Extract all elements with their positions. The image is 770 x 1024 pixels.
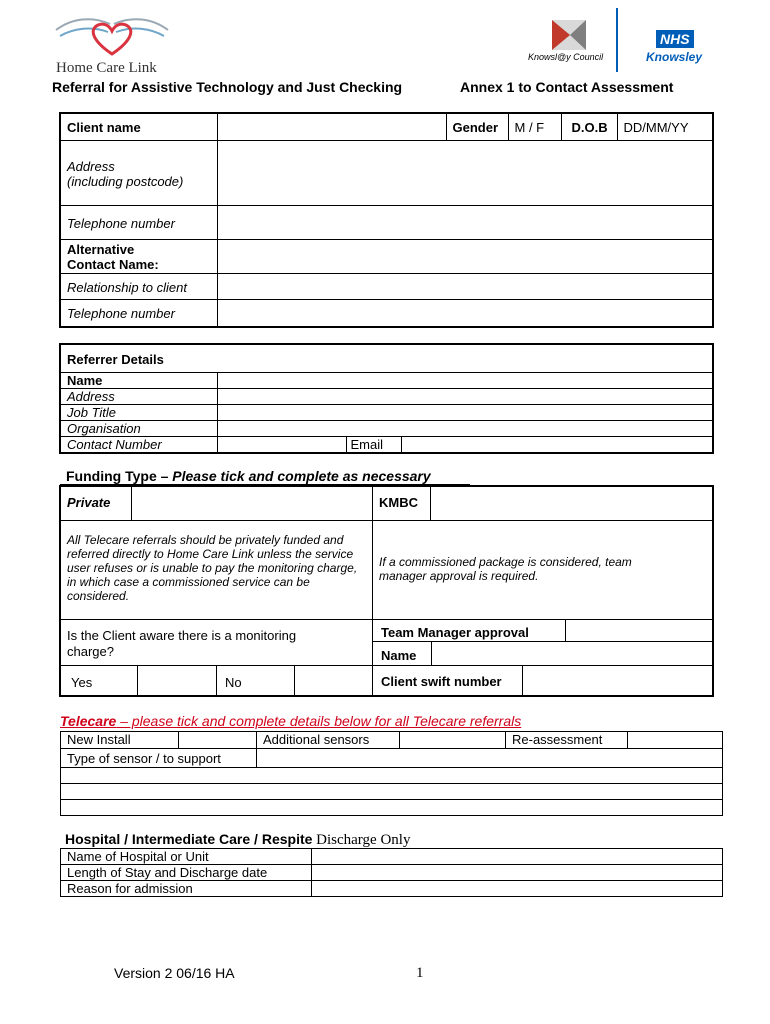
council-logo	[520, 20, 610, 68]
nhs-logo	[616, 8, 706, 68]
referrer-address-label: Address	[60, 388, 217, 404]
private-note: All Telecare referrals should be privately funded and referred directly to Home Care Link unless the service user refuses or is unable to pay the monitoring charge, in which case a commissioned service can be considered.	[67, 533, 358, 603]
funding-heading-italic: Please tick and complete as necessary	[172, 468, 431, 484]
telecare-heading	[60, 713, 521, 729]
council-name: Knowsl@y Council	[528, 52, 604, 62]
telecare-heading-bold: Telecare	[60, 713, 117, 729]
referrer-email-label: Email	[346, 437, 397, 452]
dob-field[interactable]: DD/MM/YY	[617, 113, 713, 140]
hospital-table	[60, 848, 723, 897]
alt-contact-label-line1: Alternative	[67, 241, 135, 257]
logo-divider	[616, 8, 618, 72]
hospital-heading-bold: Hospital / Intermediate Care / Respite	[65, 831, 313, 847]
aware-question: Is the Client aware there is a monitoring charge?	[67, 628, 297, 659]
private-label: Private	[67, 495, 111, 510]
relationship-label: Relationship to client	[60, 273, 217, 299]
relationship-field[interactable]	[217, 273, 713, 299]
council-emblem-icon	[552, 20, 586, 50]
referrer-name-field[interactable]	[217, 372, 713, 388]
hospital-name-label: Name of Hospital or Unit	[61, 849, 312, 865]
alt-contact-field[interactable]	[217, 239, 713, 273]
additional-sensors-tick-box[interactable]	[400, 732, 506, 749]
stay-field[interactable]	[312, 865, 723, 881]
swift-field-divider[interactable]	[522, 665, 523, 695]
referrer-organisation-field[interactable]	[217, 420, 713, 436]
referrer-heading: Referrer Details	[60, 344, 713, 372]
address-label-line1: Address	[67, 158, 115, 174]
referrer-name-label: Name	[60, 372, 217, 388]
page-title: Referral for Assistive Technology and Just Checking	[52, 79, 403, 95]
yes-tick-box[interactable]	[137, 665, 217, 695]
tm-approval-line	[372, 641, 712, 642]
gender-field[interactable]: M / F	[508, 113, 561, 140]
sensor-type-label: Type of sensor / to support	[61, 749, 257, 768]
telecare-table	[60, 731, 723, 816]
additional-sensors-label: Additional sensors	[257, 732, 400, 749]
new-install-label: New Install	[61, 732, 179, 749]
sensor-detail-line-3[interactable]	[61, 800, 723, 816]
telephone-label: Telephone number	[60, 205, 217, 239]
reason-label: Reason for admission	[61, 881, 312, 897]
stay-label: Length of Stay and Discharge date	[61, 865, 312, 881]
dob-label: D.O.B	[561, 113, 617, 140]
annex-title: Annex 1 to Contact Assessment	[460, 79, 674, 95]
client-name-field[interactable]	[217, 113, 446, 140]
footer-version: Version 2 06/16 HA	[114, 965, 235, 981]
referrer-address-field[interactable]	[217, 388, 713, 404]
no-label: No	[225, 675, 242, 690]
funding-heading	[66, 468, 431, 484]
referrer-job-title-field[interactable]	[217, 404, 713, 420]
kmbc-note: If a commissioned package is considered, team manager approval is required.	[379, 555, 632, 583]
org-name: Home Care Link	[56, 60, 157, 76]
reassessment-label: Re-assessment	[506, 732, 628, 749]
no-tick-box[interactable]	[294, 665, 295, 695]
reason-field[interactable]	[312, 881, 723, 897]
page-number: 1	[416, 965, 424, 981]
question-divider	[372, 619, 373, 695]
funding-heading-bold: Funding Type –	[66, 468, 173, 484]
new-install-tick-box[interactable]	[179, 732, 257, 749]
home-care-link-logo	[52, 8, 172, 78]
alt-contact-label-line2: Contact Name:	[67, 256, 159, 272]
kmbc-divider[interactable]	[430, 487, 431, 520]
telecare-heading-rest: – please tick and complete details below for all Telecare referrals	[116, 713, 522, 729]
referrer-table	[59, 343, 714, 454]
funding-row1-line	[61, 520, 712, 521]
address-field[interactable]	[217, 140, 713, 205]
tm-name-label: Name	[381, 648, 417, 663]
nhs-region: Knowsley	[646, 50, 703, 64]
reassessment-tick-box[interactable]	[628, 732, 723, 749]
swift-label: Client swift number	[381, 674, 502, 689]
tm-approval-label: Team Manager approval	[381, 625, 529, 640]
referrer-contact-field[interactable]	[217, 436, 401, 453]
sensor-detail-line-1[interactable]	[61, 768, 723, 784]
telephone2-label: Telephone number	[60, 299, 217, 327]
hospital-name-field[interactable]	[312, 849, 723, 865]
referrer-organisation-label: Organisation	[60, 420, 217, 436]
yes-label: Yes	[71, 675, 93, 690]
client-table	[59, 112, 714, 328]
sensor-detail-line-2[interactable]	[61, 784, 723, 800]
telephone2-field[interactable]	[217, 299, 713, 327]
tm-name-divider[interactable]	[431, 641, 432, 665]
referrer-job-title-label: Job Title	[60, 404, 217, 420]
private-divider	[372, 487, 373, 619]
hospital-heading	[65, 831, 410, 849]
heart-hands-icon	[52, 8, 172, 60]
referrer-email-field[interactable]	[401, 436, 713, 453]
client-name-label: Client name	[60, 113, 217, 140]
gender-label: Gender	[446, 113, 508, 140]
address-label	[60, 140, 217, 205]
kmbc-label: KMBC	[379, 495, 418, 510]
funding-box	[59, 485, 714, 697]
alt-contact-label	[60, 239, 217, 273]
hospital-heading-rest: Discharge Only	[312, 832, 411, 848]
telephone-field[interactable]	[217, 205, 713, 239]
tm-approval-field-divider[interactable]	[565, 619, 566, 641]
funding-row2-line	[61, 619, 712, 620]
referrer-contact-label: Contact Number	[60, 436, 217, 453]
nhs-badge: NHS	[656, 30, 694, 48]
private-tick-box[interactable]	[131, 487, 132, 520]
sensor-type-field[interactable]	[257, 749, 723, 768]
address-label-line2: (including postcode)	[67, 173, 184, 189]
